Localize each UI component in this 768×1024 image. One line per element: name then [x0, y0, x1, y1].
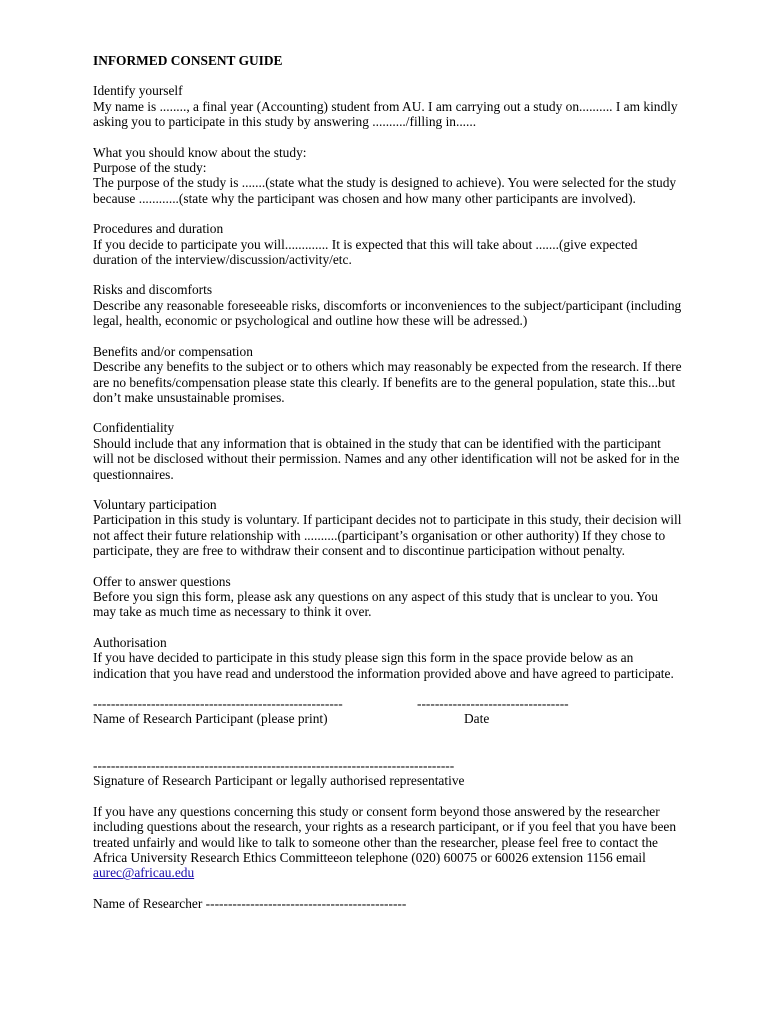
researcher-name-block: [93, 896, 683, 911]
section-heading: Benefits and/or compensation: [93, 343, 253, 359]
section-body: If you have decided to participate in this study please sign this form in the space provide below as an indication that you have read and understood the information provided above and have agreed to participate.: [93, 650, 674, 681]
participant-name-line: --------------------------------------------------------: [93, 696, 343, 711]
section-benefits: [93, 344, 683, 406]
section-subheading: Purpose of the study:: [93, 160, 207, 176]
email-link[interactable]: aurec@africau.edu: [93, 865, 195, 881]
section-body: If you decide to participate you will............. It is expected that this will take about .......(give expected duration of the interview/discussion/activity/etc.: [93, 236, 638, 268]
section-heading: Voluntary participation: [93, 496, 217, 512]
section-body: My name is ........, a final year (Accounting) student from AU. I am carrying out a study on.......... I am kindly asking you to participate in this study by answering ........../filling in......: [93, 98, 678, 130]
date-label: Date: [464, 711, 490, 727]
date-line: ----------------------------------: [417, 696, 569, 711]
section-voluntary: [93, 497, 683, 559]
section-risks: [93, 282, 683, 328]
consent-form: [93, 53, 683, 911]
participant-name-label: Name of Research Participant (please print): [93, 711, 328, 727]
signature-block: [93, 758, 683, 789]
researcher-label: Name of Researcher: [93, 895, 206, 911]
section-body: The purpose of the study is .......(state what the study is designed to achieve). You were selected for the study because ............(state why the participant was chosen and how many other participants are involved).: [93, 175, 677, 206]
signature-row: [93, 696, 683, 727]
section-procedures: [93, 221, 683, 267]
section-questions: [93, 574, 683, 620]
signature-line: ---------------------------------------------------------------------------------: [93, 758, 455, 773]
section-heading: Confidentiality: [93, 420, 175, 436]
section-heading: Identify yourself: [93, 83, 183, 99]
section-authorisation: [93, 635, 683, 681]
section-confidentiality: [93, 420, 683, 482]
contact-paragraph: [93, 804, 683, 881]
participant-name-block: [93, 696, 343, 727]
section-body: Before you sign this form, please ask any questions on any aspect of this study that is unclear to you. You may take as much time as necessary to think it over.: [93, 588, 658, 620]
section-heading: Risks and discomforts: [93, 282, 213, 298]
signature-label: Signature of Research Participant or legally authorised representative: [93, 773, 465, 789]
section-body: Describe any reasonable foreseeable risks, discomforts or inconveniences to the subject/participant (including legal, health, economic or psychological and outline how these will be adressed.): [93, 297, 682, 329]
section-body: Describe any benefits to the subject or to others which may reasonably be expected from the research. If there are no benefits/compensation please state this clearly. If benefits are to the general population, state this...but don’t make unsustainable promises.: [93, 359, 682, 405]
date-block: [417, 696, 569, 727]
section-body: Should include that any information that is obtained in the study that can be identified with the participant will not be disclosed without their permission. Names and any other identification will not be asked for in the questionnaires.: [93, 435, 680, 482]
section-heading: What you should know about the study:: [93, 144, 307, 160]
section-identify: [93, 83, 683, 129]
document-title: INFORMED CONSENT GUIDE: [93, 53, 283, 68]
researcher-line: ---------------------------------------------: [205, 895, 407, 911]
contact-text: If you have any questions concerning this study or consent form beyond those answered by the researcher including questions about the research, your rights as a research participant, or if you feel that you have been treated unfairly and would like to talk to someone other than the researcher, please feel free to contact the Africa University Research Ethics Committeeon telephone (020) 60075 or 60026 extension 1156 email: [93, 803, 677, 866]
section-heading: Authorisation: [93, 634, 167, 650]
section-heading: Offer to answer questions: [93, 573, 231, 589]
section-body: Participation in this study is voluntary. If participant decides not to participate in this study, their decision will not affect their future relationship with ..........(participant’s organisation or other authority) If they chose to participate, they are free to withdraw their consent and to discontinue participation without penalty.: [93, 512, 682, 559]
section-study-info: [93, 145, 683, 207]
section-heading: Procedures and duration: [93, 221, 224, 237]
